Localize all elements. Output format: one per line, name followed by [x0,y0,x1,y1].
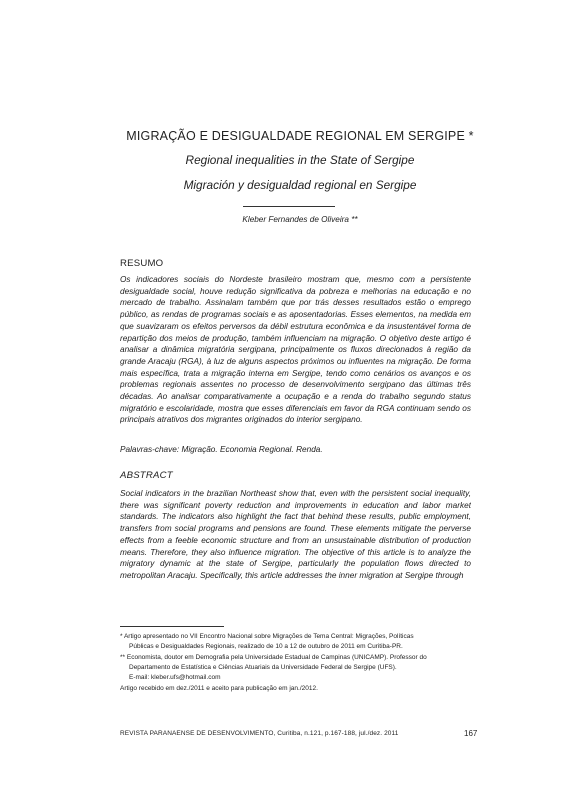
resumo-body: Os indicadores sociais do Nordeste brasileiro mostram que, mesmo com a persistente desigualdade social, houve redução significativa da pobreza e melhorias na educação e no mercado de trabalho. Assinalam também que por trás desses resultados estão o emprego público, as rendas de programas sociais e as aposentadorias. Esses elementos, na medida em que suavizaram os efeitos perversos da débil estrutura econômica e da insustentável forma de repartição dos meios de produção, também influenciam na migração. O objetivo deste artigo é analisar a dinâmica migratória sergipana, principalmente os fluxos direcionados à região da grande Aracaju (RGA), à luz de alguns aspectos próximos ou influentes na migração. De forma mais específica, trata a migração interna em Sergipe, tendo como cenários os avanços e os problemas regionais assentes no processo de desenvolvimento sergipano das últimas três décadas. Ao analisar comparativamente a ocupação e a renda do trabalho segundo status migratório e escolaridade, mostra que esses diferenciais em favor da RGA continuam sendo os principais atrativos dos migrantes originados do interior sergipano. [120,275,471,425]
subtitle-spanish: Migración y desigualdad regional en Sergipe [183,178,417,192]
footnote-2-line-1: ** Economista, doutor em Demografia pela Universidade Estadual de Campinas (UNICAMP). Professor do [120,654,427,661]
journal-footer: REVISTA PARANAENSE DE DESENVOLVIMENTO, Curitiba, n.121, p.167-188, jul./dez. 2011 [120,730,399,737]
abstract-body: Social indicators in the brazilian Northeast show that, even with the persistent social inequality, there was significant poverty reduction and improvements in education and labor market standards. The indicators also highlight the fact that behind these results, public employment, transfers from social programs and pensions are found. These elements mitigate the perverse effects from a feeble economic structure and from an unsustainable distribution of production means. Therefore, they also influence migration. The objective of this article is to analyze the migratory dynamic at the state of Sergipe, particularly the population flows directed to metropolitan Aracaju. Specifically, this article addresses the inner migration at Sergipe through [120,489,471,580]
footnote-2 [120,653,472,682]
author-divider [243,206,335,207]
received-note: Artigo recebido em dez./2011 e aceito para publicação em jan./2012. [120,685,318,692]
subtitle-english: Regional inequalities in the State of Sergipe [185,153,415,167]
footnote-1-line-1: * Artigo apresentado no VII Encontro Nacional sobre Migrações de Tema Central: Migrações, Políticas [120,633,414,640]
footnote-2-email: E-mail: kleber.ufs@hotmail.com [129,673,221,681]
author-name: Kleber Fernandes de Oliveira ** [242,215,358,224]
article-title: MIGRAÇÃO E DESIGUALDADE REGIONAL EM SERGIPE * [126,129,474,143]
page-number: 167 [464,729,478,738]
footnote-divider [120,626,224,627]
keywords: Palavras-chave: Migração. Economia Regional. Renda. [120,445,323,454]
footnote-2-line-2: Departamento de Estatística e Ciências Atuariais da Universidade Federal de Sergipe (UFS). [129,663,397,671]
abstract-heading: ABSTRACT [120,470,173,481]
footnote-1 [120,632,472,652]
footnote-1-line-2: Públicas e Desigualdades Regionais, realizado de 10 a 12 de outubro de 2011 em Curitiba-PR. [129,642,403,650]
resumo-heading: RESUMO [120,258,164,269]
